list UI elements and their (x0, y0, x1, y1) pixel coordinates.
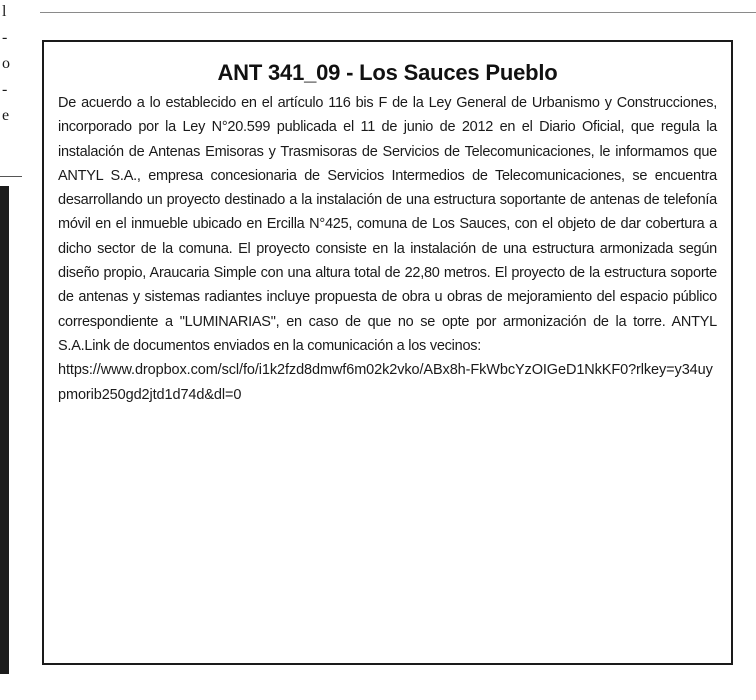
notice-title: ANT 341_09 - Los Sauces Pueblo (217, 60, 558, 85)
margin-black-bar (0, 186, 9, 674)
adjacent-column-fragment (0, 0, 32, 700)
top-divider (40, 12, 756, 13)
margin-letter: o (2, 55, 10, 72)
margin-divider (0, 176, 22, 177)
legal-notice-box (42, 40, 733, 665)
documents-link[interactable]: https://www.dropbox.com/scl/fo/i1k2fzd8dmwf6m02k2vko/ABx8h-FkWbcYzOIGeD1NkKF0?rlkey=y34uypmorib250gd2jtd1d74d&dl=0 (58, 362, 713, 403)
margin-letter: - (2, 29, 8, 46)
margin-letter: - (2, 81, 8, 98)
margin-letter: l (2, 3, 7, 20)
notice-body: De acuerdo a lo establecido en el artículo 116 bis F de la Ley General de Urbanismo y Construcciones, incorporado por la Ley N°20.599 publicada el 11 de junio de 2012 en el Diario Oficial, que regula la instalación de Antenas Emisoras y Trasmisoras de Servicios de Telecomunicaciones, le informamos que ANTYL S.A., empresa concesionaria de Servicios Intermedios de Telecomunicaciones, se encuentra desarrollando un proyecto destinado a la instalación de una estructura soportante de antenas de telefonía móvil en el inmueble ubicado en Ercilla N°425, comuna de Los Sauces, con el objeto de dar cobertura a dicho sector de la comuna. El proyecto consiste en la instalación de una estructura armonizada según diseño propio, Araucaria Simple con una altura total de 22,80 metros. El proyecto de la estructura soporte de antenas y sistemas radiantes incluye propuesta de obra u obras de mejoramiento del espacio público correspondiente a "LUMINARIAS", en caso de que no se opte por armonización de la torre. ANTYL S.A.Link de documentos enviados en la comunicación a los vecinos: (58, 95, 717, 354)
margin-letter: e (2, 107, 10, 124)
